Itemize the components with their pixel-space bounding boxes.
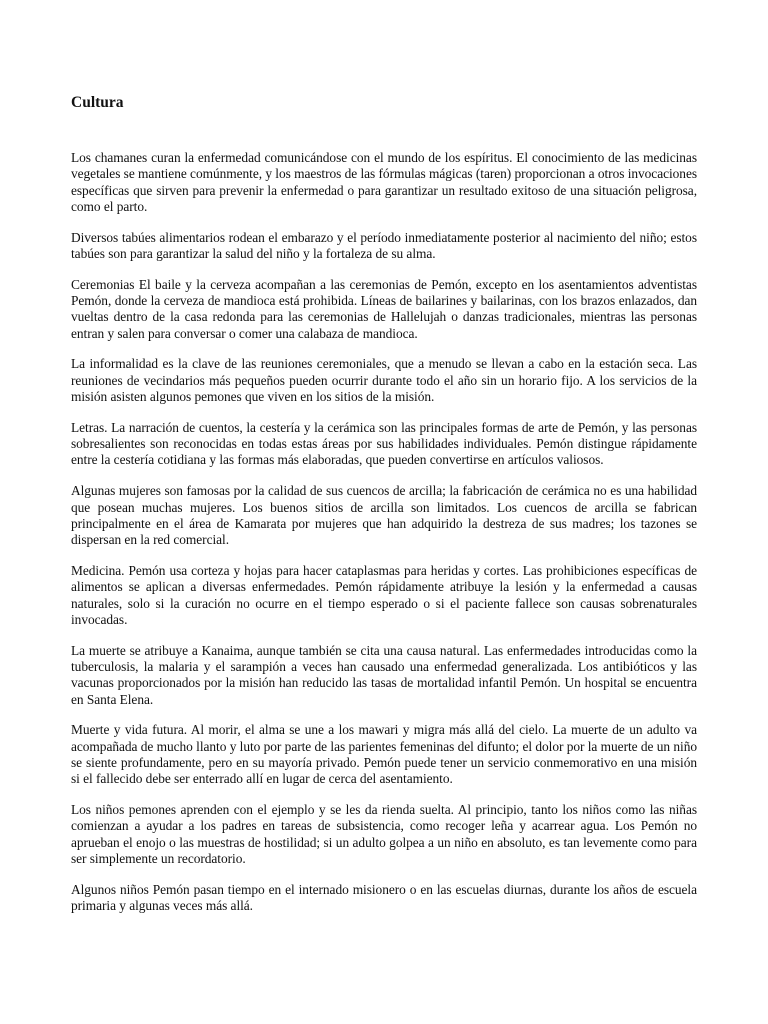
paragraph-informalidad: La informalidad es la clave de las reuniones ceremoniales, que a menudo se llevan a cabo en la estación seca. Las reuniones de vecindarios más pequeños pueden ocurrir durante todo el año sin un horario fijo. A los servicios de la misión asisten algunos pemones que viven en los sitios de la misión.: [71, 356, 697, 405]
paragraph-escuelas: Algunos niños Pemón pasan tiempo en el internado misionero o en las escuelas diurnas, durante los años de escuela primaria y algunas veces más allá.: [71, 881, 697, 913]
paragraph-ninos: Los niños pemones aprenden con el ejemplo y se les da rienda suelta. Al principio, tanto los niños como las niñas comienzan a ayudar a los padres en tareas de subsistencia, como recoger leña y acarrear agua. Los Pemón no aprueban el enojo o las muestras de hostilidad; si un adulto golpea a un niño en absoluto, es tan levemente como para ser simplemente un recordatorio.: [71, 802, 697, 866]
paragraph-medicina: Medicina. Pemón usa corteza y hojas para hacer cataplasmas para heridas y cortes. Las prohibiciones específicas de alimentos se aplican a diversas enfermedades. Pemón rápidamente atribuye la lesión y la enfermedad a causas naturales, solo si la curación no ocurre en el tiempo esperado o si el paciente fallece son causas sobrenaturales invocadas.: [71, 562, 697, 627]
paragraph-tabues: Diversos tabúes alimentarios rodean el embarazo y el período inmediatamente posterior al nacimiento del niño; estos tabúes son para garantizar la salud del niño y la fortaleza de su alma.: [71, 229, 697, 261]
paragraph-ceremonias: Ceremonias El baile y la cerveza acompañan a las ceremonias de Pemón, excepto en los asentamientos adventistas Pemón, donde la cerveza de mandioca está prohibida. Líneas de bailarines y bailarinas, con los brazos enlazados, dan vueltas dentro de la casa redonda para las ceremonias de Hallelujah o danzas tradicionales, mientras las personas entran y salen para conversar o comer una calabaza de mandioca.: [71, 276, 697, 341]
paragraph-letras: Letras. La narración de cuentos, la cestería y la cerámica son las principales formas de arte de Pemón, y las personas sobresalientes son reconocidas en todas estas áreas por sus habilidades individuales. Pemón distingue rápidamente entre la cestería cotidiana y las formas más elaboradas, que pueden convertirse en artículos valiosos.: [71, 419, 697, 468]
paragraph-chamanes: Los chamanes curan la enfermedad comunicándose con el mundo de los espíritus. El conocimiento de las medicinas vegetales se mantiene comúnmente, y los maestros de las fórmulas mágicas (taren) proporcionan a otros invocaciones específicas que sirven para prevenir la enfermedad o para garantizar un resultado exitoso de una situación peligrosa, como el parto.: [71, 150, 697, 214]
paragraph-muerte: La muerte se atribuye a Kanaima, aunque también se cita una causa natural. Las enfermedades introducidas como la tuberculosis, la malaria y el sarampión a veces han causado una enfermedad generalizada. Los antibióticos y las vacunas proporcionados por la misión han reducido las tasas de mortalidad infantil Pemón. Un hospital se encuentra en Santa Elena.: [71, 642, 697, 707]
paragraph-vida-futura: Muerte y vida futura. Al morir, el alma se une a los mawari y migra más allá del cielo. La muerte de un adulto va acompañada de mucho llanto y luto por parte de las parientes femeninas del difunto; el dolor por la muerte de un niño se siente profundamente, pero en su mayoría privado. Pemón puede tener un servicio conmemorativo en una misión si el fallecido debe ser enterrado allí en lugar de cerca del asentamiento.: [71, 722, 697, 787]
section-title: Cultura: [71, 94, 124, 111]
paragraph-ceramica: Algunas mujeres son famosas por la calidad de sus cuencos de arcilla; la fabricación de cerámica no es una habilidad que posean muchas mujeres. Los buenos sitios de arcilla son limitados. Los cuencos de arcilla se fabrican principalmente en el área de Kamarata por mujeres que han adquirido la destreza de sus madres; los tazones se dispersan en la red comercial.: [71, 483, 697, 548]
document-page: [71, 93, 697, 929]
